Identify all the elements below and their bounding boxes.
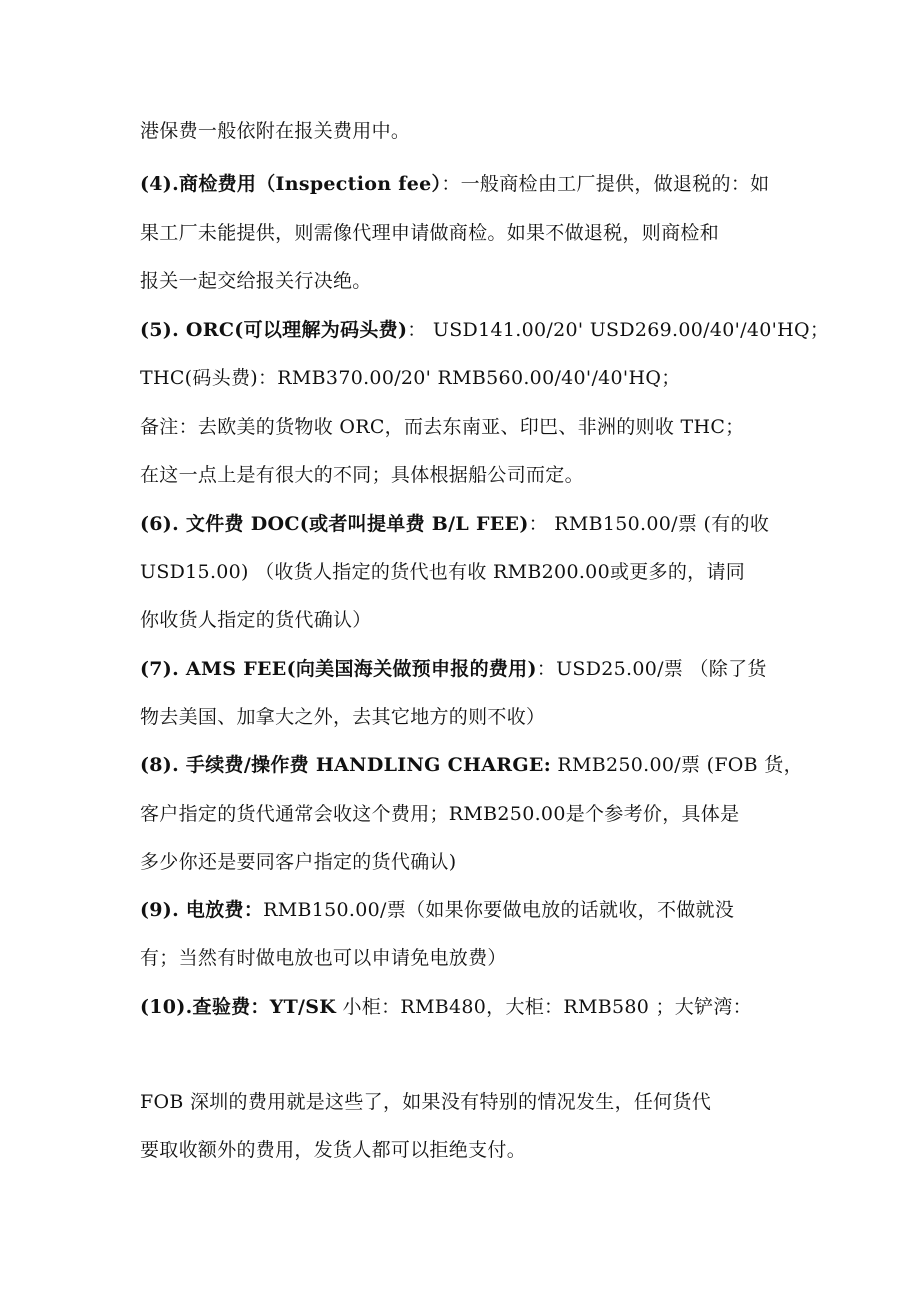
- text-run: 你收货人指定的货代确认）: [140, 609, 372, 631]
- paragraph-line: [140, 801, 830, 827]
- text-run: 在这一点上是有很大的不同；具体根据船公司而定。: [140, 464, 584, 486]
- text-run: 小柜：RMB480，大柜：RMB580 ；大铲湾：: [336, 996, 752, 1018]
- item-8-heading: (8). 手续费/操作费 HANDLING CHARGE:: [140, 754, 552, 776]
- item-9-heading-line: [140, 897, 830, 923]
- item-7-heading: (7). AMS FEE(向美国海关做预申报的费用): [140, 658, 537, 680]
- item-6-heading: (6). 文件费 DOC(或者叫提单费 B/L FEE): [140, 513, 529, 535]
- item-9-heading: (9). 电放费：: [140, 899, 264, 921]
- paragraph-line: [140, 268, 830, 294]
- item-4-heading-line: [140, 171, 830, 197]
- text-run: USD15.00) （收货人指定的货代也有收 RMB200.00或更多的，请同: [140, 561, 746, 583]
- item-5-heading: (5). ORC(可以理解为码头费): [140, 319, 408, 341]
- note-line: [140, 414, 830, 440]
- item-10-heading: (10).查验费：YT/SK: [140, 996, 337, 1018]
- text-run: 备注：去欧美的货物收 ORC，而去东南亚、印巴、非洲的则收 THC；: [140, 416, 745, 438]
- paragraph-line: [140, 945, 830, 971]
- paragraph-line: [140, 607, 830, 633]
- text-run: ：一般商检由工厂提供，做退税的：如: [441, 173, 770, 195]
- text-run: ：USD25.00/票 （除了货: [536, 658, 767, 680]
- text-run: 港保费一般依附在报关费用中。: [140, 120, 411, 142]
- item-10-heading-line: [140, 994, 830, 1020]
- item-7-heading-line: [140, 656, 830, 682]
- item-5-heading-line: [140, 317, 830, 343]
- text-run: 有；当然有时做电放也可以申请免电放费）: [140, 947, 507, 969]
- text-run: RMB150.00/票（如果你要做电放的话就收，不做就没: [263, 899, 735, 921]
- item-4-heading: (4).商检费用（Inspection fee）: [140, 173, 442, 195]
- paragraph-line: [140, 704, 830, 730]
- text-run: 报关一起交给报关行决绝。: [140, 270, 372, 292]
- text-run: 客户指定的货代通常会收这个费用；RMB250.00是个参考价，具体是: [140, 803, 740, 825]
- text-run: THC(码头费)：RMB370.00/20' RMB560.00/40'/40'HQ；: [140, 367, 681, 389]
- text-run: 果工厂未能提供，则需像代理申请做商检。如果不做退税，则商检和: [140, 222, 720, 244]
- text-run: ： USD141.00/20' USD269.00/40'/40'HQ；: [407, 319, 830, 341]
- text-run: 要取收额外的费用，发货人都可以拒绝支付。: [140, 1139, 527, 1161]
- paragraph-line: [140, 365, 830, 391]
- text-run: 物去美国、加拿大之外，去其它地方的则不收）: [140, 706, 546, 728]
- text-run: 多少你还是要同客户指定的货代确认): [140, 851, 457, 873]
- item-6-heading-line: [140, 511, 830, 537]
- summary-line: [140, 1137, 830, 1163]
- paragraph-line: [140, 118, 830, 144]
- paragraph-line: [140, 220, 830, 246]
- text-run: FOB 深圳的费用就是这些了，如果没有特别的情况发生，任何货代: [140, 1091, 712, 1113]
- paragraph-line: [140, 849, 830, 875]
- item-8-heading-line: [140, 752, 830, 778]
- paragraph-line: [140, 559, 830, 585]
- text-run: ： RMB150.00/票 (有的收: [528, 513, 770, 535]
- text-run: RMB250.00/票 (FOB 货，: [551, 754, 803, 776]
- paragraph-line: [140, 462, 830, 488]
- summary-line: [140, 1089, 830, 1115]
